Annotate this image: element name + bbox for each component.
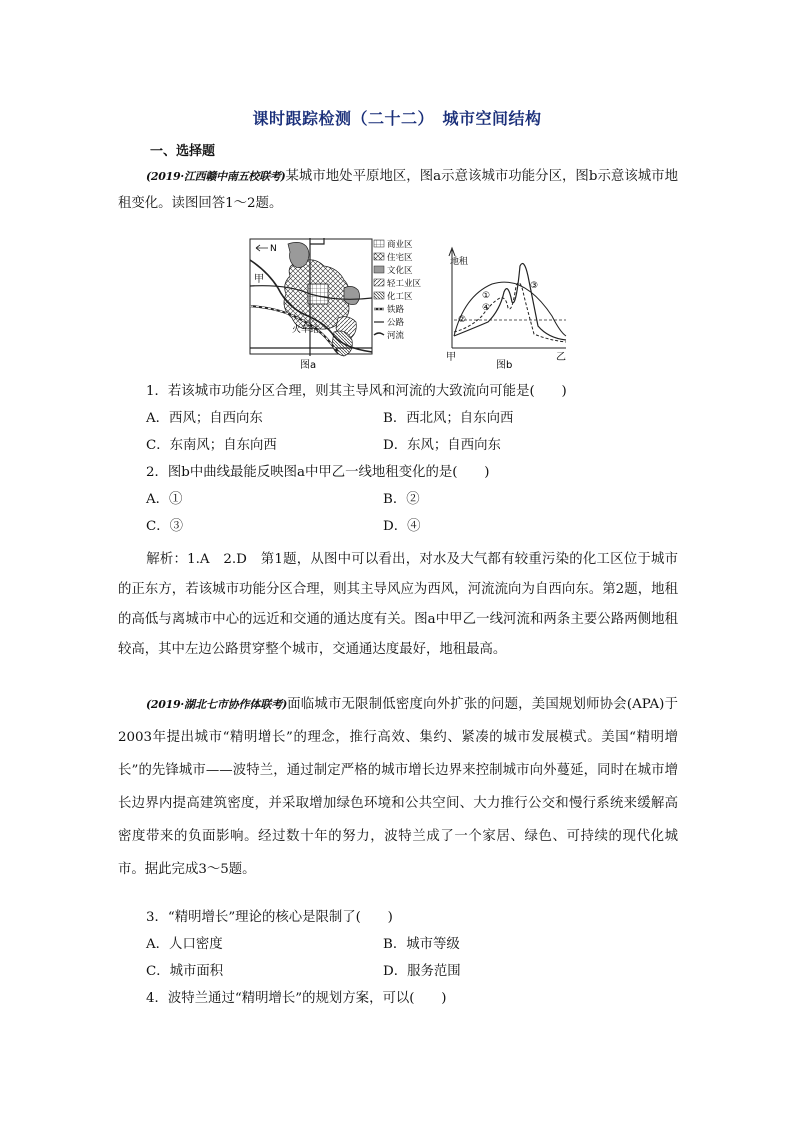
curve-2-label: ② <box>458 315 467 325</box>
north-label: N <box>270 244 277 254</box>
question-2: 2．图b中曲线最能反映图a中甲乙一线地租变化的是( ) <box>146 465 490 480</box>
question-4: 4．波特兰通过“精明增长”的规划方案，可以( ) <box>146 991 447 1006</box>
rent-axis-label: 地租 <box>450 257 469 267</box>
curve-1-label: ① <box>482 291 491 301</box>
q1-option-c[interactable]: C．东南风；自东向西 <box>146 438 277 453</box>
section-heading: 一、选择题 <box>150 144 216 159</box>
question-3: 3．“精明增长”理论的核心是限制了( ) <box>146 910 393 925</box>
q3-option-d[interactable]: D．服务范围 <box>383 964 461 979</box>
legend-item: 化工区 <box>387 292 413 302</box>
source-tag-2: (2019·湖北七市协作体联考) <box>146 698 288 711</box>
intro-text-2: 面临城市无限制低密度向外扩张的问题，美国规划师协会(APA)于2003年提出城市“精明增长”的理念，推行高效、集约、紧凑的城市发展模式。美国“精明增长”的先锋城市——波特兰，通过制定严格的城市增长边界来控制城市向外蔓延，同时在城市增长边界内提高建筑密度，并采取增加绿色环境和公共空间、大力推行公交和慢行系统来缓解高密度带来的负面影响。经过数十年的努力，波特兰成了一个家居、绿色、可持续的现代化城市。据此完成3～5题。 <box>118 697 678 877</box>
caption-a: 图a <box>300 360 317 371</box>
legend-item: 住宅区 <box>387 253 413 263</box>
legend-item: 轻工业区 <box>387 279 422 289</box>
legend-item: 河流 <box>387 331 405 341</box>
q2-option-b[interactable]: B．② <box>383 492 420 507</box>
q2-option-a[interactable]: A．① <box>146 492 183 507</box>
q1-option-d[interactable]: D．东风；自西向东 <box>383 438 501 453</box>
yi-label-b: 乙 <box>556 352 566 363</box>
q2-option-c[interactable]: C．③ <box>146 519 184 534</box>
q1-option-a[interactable]: A．西风；自西向东 <box>146 411 263 426</box>
curve-4-label: ④ <box>482 303 491 313</box>
intro-paragraph-2 <box>118 688 678 886</box>
jia-label-a: 甲 <box>254 274 264 285</box>
station-label: 火车站 <box>292 325 320 335</box>
question-1: 1．若该城市功能分区合理，则其主导风和河流的大致流向可能是( ) <box>146 384 567 399</box>
curve-3 <box>454 264 566 340</box>
caption-b: 图b <box>496 360 513 371</box>
figure-b <box>444 236 574 372</box>
legend-item: 公路 <box>387 318 405 328</box>
analysis-text: 解析：1.A 2.D 第1题，从图中可以看出，对水及大气都有较重污染的化工区位于城市的正东方，若该城市功能分区合理，则其主导风应为西风，河流流向为自西向东。第2题，地租的高低与离城市中心的远近和交通的通达度有关。图a中甲乙一线河流和两条主要公路两侧地租较高，其中左边公路贯穿整个城市，交通通达度最好，地租最高。 <box>118 552 678 657</box>
q3-option-c[interactable]: C．城市面积 <box>146 964 224 979</box>
q3-option-a[interactable]: A．人口密度 <box>146 937 223 952</box>
curve-3-label: ③ <box>530 281 539 291</box>
figure-a <box>248 236 438 372</box>
source-tag: (2019·江西赣中南五校联考) <box>146 170 286 183</box>
q1-option-b[interactable]: B．西北风；自东向西 <box>383 411 514 426</box>
q2-option-d[interactable]: D．④ <box>383 519 421 534</box>
intro-text: 某城市地处平原地区，图a示意该城市功能分区，图b示意该城市地租变化。读图回答1～2题。 <box>118 169 678 211</box>
jia-label-b: 甲 <box>446 352 456 363</box>
intro-paragraph-1 <box>118 163 678 217</box>
page-title: 课时跟踪检测（二十二） 城市空间结构 <box>252 109 542 128</box>
legend-item: 商业区 <box>387 240 413 250</box>
legend-item: 文化区 <box>387 266 413 276</box>
legend-item: 铁路 <box>387 305 405 315</box>
analysis-paragraph <box>118 545 678 665</box>
legend <box>374 239 422 341</box>
q3-option-b[interactable]: B．城市等级 <box>383 937 460 952</box>
